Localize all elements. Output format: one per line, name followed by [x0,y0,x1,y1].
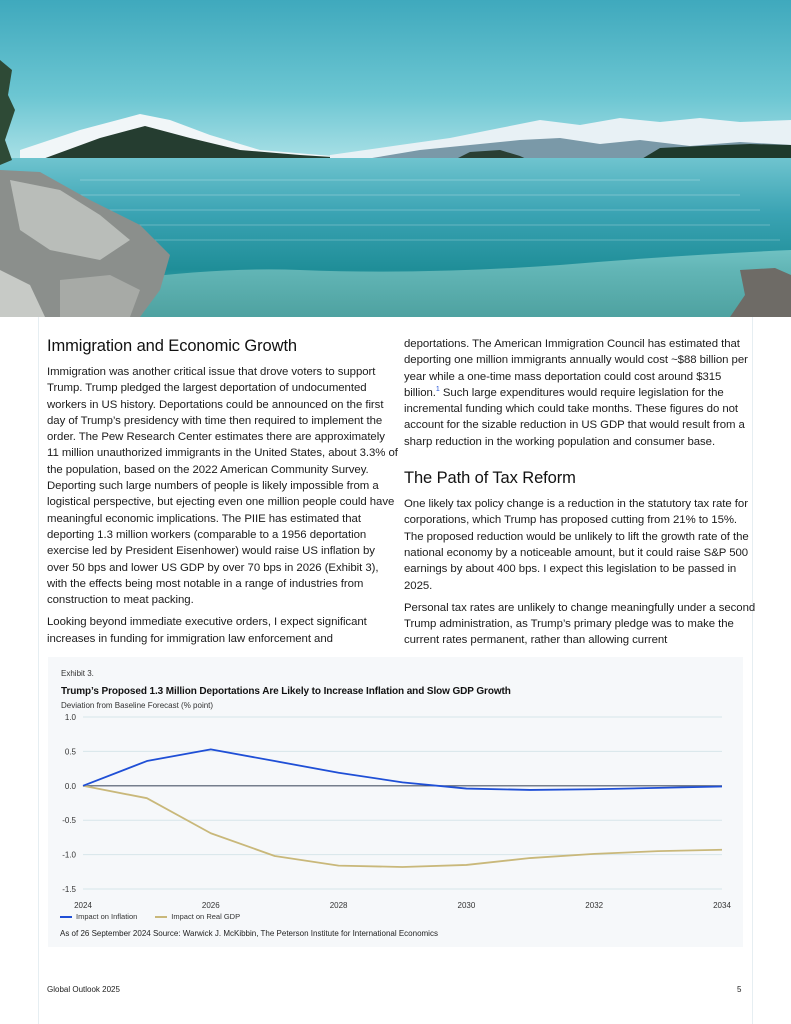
section-heading-tax-reform: The Path of Tax Reform [404,469,576,488]
x-tick-label: 2028 [329,901,348,910]
body-paragraph: One likely tax policy change is a reduction in the statutory tax rate for corporations, which Trump has proposed cutting from 21% to 15%. The proposed reduction would be unlikely to lift the growth rate of the national economy by a noticeable amount, but it could raise S&P 500 earnings by about 400 bps. I expect this legislation to be passed in 2025. [404,498,749,592]
y-tick-label: 0.0 [64,781,76,791]
section-heading-immigration: Immigration and Economic Growth [47,337,297,355]
chart-title: Trump’s Proposed 1.3 Million Deportations Are Likely to Increase Inflation and Slow GDP Growth [61,686,511,697]
line-chart [48,707,743,912]
exhibit-label: Exhibit 3. [61,669,94,678]
continued-text-a: deportations. The American Immigration Council has estimated that deporting one million immigrants annually would cost ~$88 billion per year while a one-time mass deportation could cost around $315 billion. [404,338,748,399]
x-tick-label: 2034 [713,901,731,910]
footnote-link[interactable]: 1 [435,386,440,394]
footer-publication-title: Global Outlook 2025 [47,985,120,994]
left-column [47,336,399,653]
legend-swatch-gdp [155,916,167,918]
y-tick-label: -1.5 [62,885,76,894]
legend-label: Impact on Real GDP [171,912,241,921]
y-tick-label: -1.0 [62,850,76,860]
page-margin-rule-left [38,317,39,1024]
footer-page-number: 5 [737,985,742,994]
exhibit-chart-panel [48,657,743,947]
legend-label: Impact on Inflation [76,912,138,921]
y-tick-label: 0.5 [64,747,76,757]
right-column [404,336,756,655]
x-tick-label: 2024 [74,901,92,910]
hero-landscape-photo [0,0,791,317]
legend-swatch-inflation [60,916,72,918]
body-paragraph-continued [404,336,756,450]
y-tick-label: -0.5 [62,816,76,826]
lake-mountain-illustration [0,0,791,317]
body-paragraph: Personal tax rates are unlikely to change meaningfully under a second Trump administration, as Trump’s primary pledge was to make the current rates permanent, rather than allowing current [404,601,756,647]
body-paragraph: Looking beyond immediate executive orders, I expect significant increases in funding for immigration law enforcement and [47,616,367,645]
x-tick-label: 2032 [585,901,604,910]
continued-text-b: Such large expenditures would require legislation for the incremental funding which could take months. These figures do not account for the sizable reduction in US GDP that would result from a sharp reduction in the working population and consumer base. [404,386,745,448]
series-line-impact-on-inflation [83,749,722,790]
chart-source-note: As of 26 September 2024 Source: Warwick J. McKibbin, The Peterson Institute for International Economics [60,929,438,938]
legend-item-gdp [155,912,240,921]
chart-y-axis-label: Deviation from Baseline Forecast (% point) [61,701,214,710]
chart-legend [60,912,240,921]
y-tick-label: 1.0 [64,713,76,722]
body-paragraph: Immigration was another critical issue that drove voters to support Trump. Trump pledged the largest deportation of undocumented workers in US history. Deportations could be announced on the first day of Trump’s presidency with time then required to implement the order. The Pew Research Center estimates there are approximately 11 million unauthorized immigrants in the United States, about 3.3% of the population, based on the 2022 American Community Survey. Deporting such large numbers of people is likely impossible from a logistical perspective, but ejecting even one million people could have meaningful economic implications. The PIIE has estimated that deporting 1.3 million workers (comparable to a 1956 deportation exercise led by President Eisenhower) would raise US inflation by over 50 bps and lower US GDP by over 70 bps in 2026 (Exhibit 3), with the effects being most notable in a range of industries from construction to meat packing. [47,366,398,607]
x-tick-label: 2030 [457,901,476,910]
x-tick-label: 2026 [201,901,220,910]
legend-item-inflation [60,912,137,921]
